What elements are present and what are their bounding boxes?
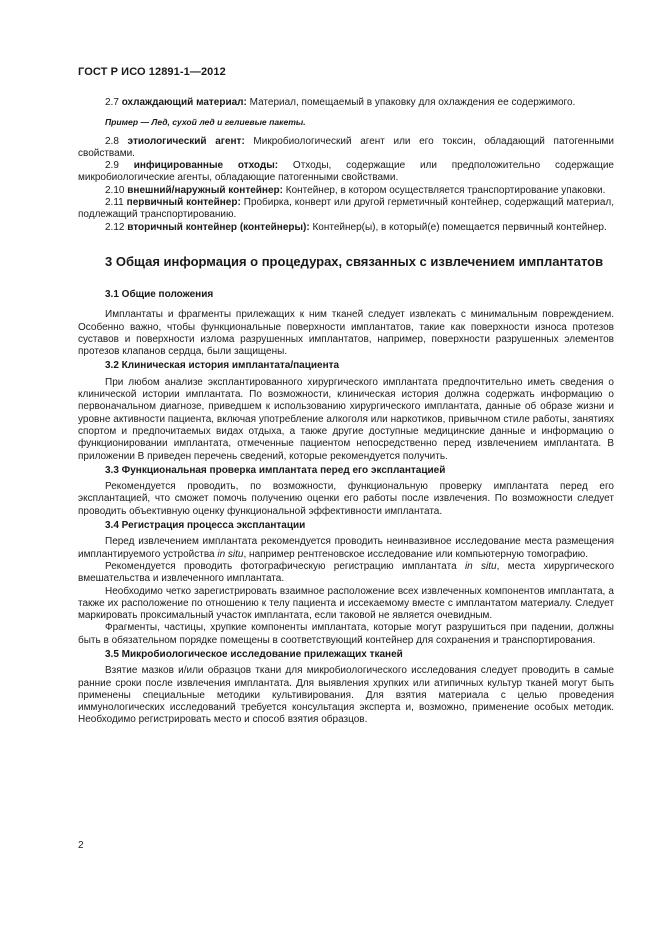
section-3-title: 3 Общая информация о процедурах, связанных с извлечением имплантатов <box>105 253 604 269</box>
document-page <box>78 66 614 727</box>
paragraph-3-4-4: Фрагменты, частицы, хрупкие компоненты имплантата, которые могут разрушиться при падении, должны быть в обязательном порядке помещены в соответствующий контейнер для сохранения и транспортирования. <box>78 622 614 646</box>
definition-2-10: 2.10 внешний/наружный контейнер: Контейнер, в котором осуществляется транспортирование упаковки. <box>105 184 606 196</box>
subsection-3-3-title: 3.3 Функциональная проверка имплантата перед его эксплантацией <box>105 464 446 476</box>
subsection-3-4-title: 3.4 Регистрация процесса эксплантации <box>105 520 306 532</box>
definition-2-8: 2.8 этиологический агент: Микробиологический агент или его токсин, обладающий патогенными свойствами. <box>78 135 614 159</box>
subsection-3-1-title: 3.1 Общие положения <box>105 288 214 300</box>
paragraph-3-3: Рекомендуется проводить, по возможности, функциональную проверку имплантата перед его эксплантацией, что сможет помочь получению оценки его работы после извлечения. По возможности следует проводить объективную оценку функциональной эффективности имплантата. <box>78 481 614 517</box>
paragraph-3-1: Имплантаты и фрагменты прилежащих к ним тканей следует извлекать с минимальным повреждением. Особенно важно, чтобы функциональные поверхности имплантатов, такие как поверхности износа протезов суставов и поверхности излома разрушенных имплантатов, например, поверхности разрушенных элементов протезов клапанов сердца, были защищены. <box>78 309 614 358</box>
standard-header: ГОСТ Р ИСО 12891-1—2012 <box>78 66 226 78</box>
definition-2-12: 2.12 вторичный контейнер (контейнеры): Контейнер(ы), в который(е) помещается первичный контейнер. <box>105 221 607 233</box>
definition-2-11: 2.11 первичный контейнер: Пробирка, конверт или другой герметичный контейнер, содержащий материал, подлежащий транспортированию. <box>78 197 615 221</box>
paragraph-3-4-1: Перед извлечением имплантата рекомендуется проводить неинвазивное исследование места размещения имплантируемого устройства in situ, например рентгеновское исследование или компьютерную томографию. <box>78 536 614 560</box>
definition-2-7: 2.7 охлаждающий материал: Материал, помещаемый в упаковку для охлаждения ее содержимого. <box>105 97 576 108</box>
paragraph-3-5: Взятие мазков и/или образцов ткани для микробиологического исследования следует проводить в самые ранние сроки после извлечения имплантата. Для выявления хрупких или атипичных культур тканей могут быть применены специальные методики культивирования. Для взятия материала с целью проведения иммунологических исследований требуется консультация эксперта и, возможно, применение особых методик. Необходимо регистрировать место и способ взятия образцов. <box>78 665 614 726</box>
example-note: Пример — Лед, сухой лед и гелиевые пакеты. <box>105 117 306 128</box>
page-number: 2 <box>78 840 84 851</box>
subsection-3-2-title: 3.2 Клиническая история имплантата/пациента <box>105 360 340 372</box>
paragraph-3-4-3: Необходимо четко зарегистрировать взаимное расположение всех извлеченных компонентов имплантата, а также их расположение по отношению к телу пациента и иссекаемому вместе с имплантатом материалу. Следует маркировать проксимальный участок имплантата, если таковой не является очевидным. <box>78 585 614 622</box>
paragraph-3-4-2: Рекомендуется проводить фотографическую регистрацию имплантата in situ, места хирургического вмешательства и извлеченного имплантата. <box>78 560 615 585</box>
definition-2-9: 2.9 инфицированные отходы: Отходы, содержащие или предположительно содержащие микробиологические агенты, обладающие патогенными свойствами. <box>78 160 614 184</box>
subsection-3-5-title: 3.5 Микробиологическое исследование прилежащих тканей <box>105 648 403 660</box>
paragraph-3-2: При любом анализе эксплантированного хирургического имплантата предпочтительно иметь сведения о клинической истории имплантата. По возможности, клиническая история должна содержать информацию о первоначальном диагнозе, приведшем к использованию хирургического имплантата, данные об образе жизни и уровне активности пациента, включая употребление алкоголя или наркотиков, привычном стиле работы, занятиях спортом и предпочитаемых видах отдыха, а также другие доступные медицинские данные и информацию о функционировании имплантата, отмеченные пациентом непосредственно перед извлечением имплантата. В приложении В приведен перечень сведений, которые рекомендуется получить. <box>78 376 614 462</box>
